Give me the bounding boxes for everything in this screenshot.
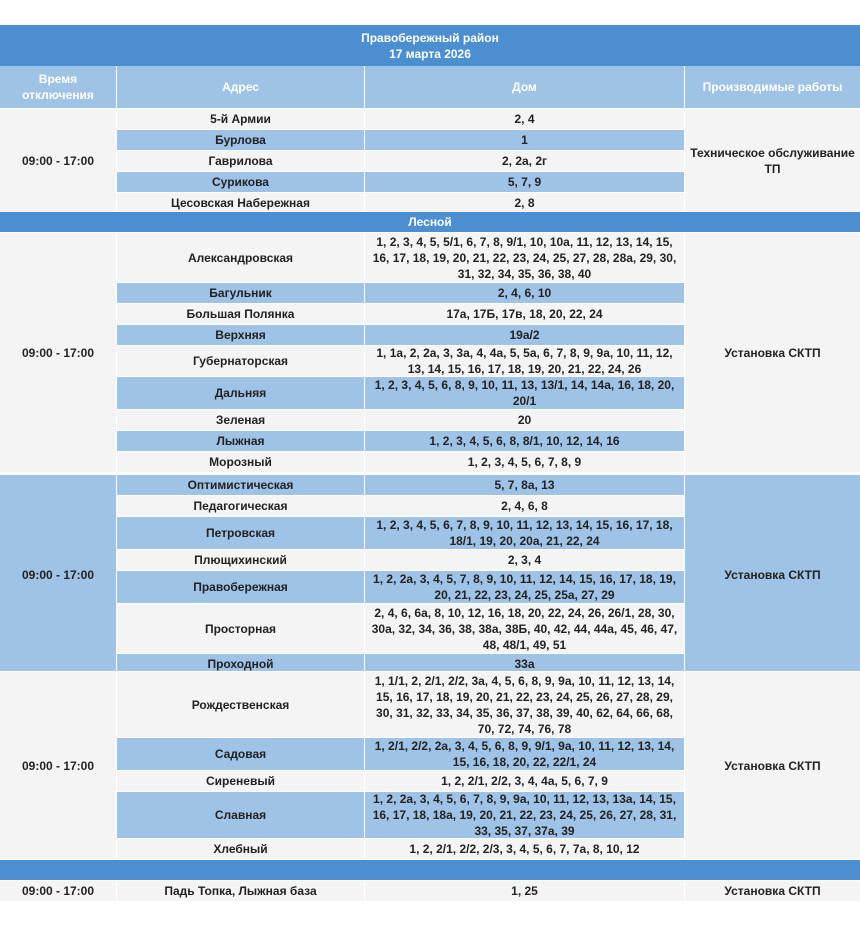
section-header (0, 860, 860, 880)
house-numbers: 2, 8 (364, 192, 684, 213)
street-name: Морозный (116, 451, 364, 472)
house-numbers: 1, 2, 2а, 3, 4, 5, 7, 8, 9, 10, 11, 12, 14, 15, 16, 17, 18, 19, 20, 21, 22, 23, 24, 25, 25а, 27, 29 (364, 570, 684, 603)
street-name: Большая Полянка (116, 303, 364, 324)
house-numbers: 1, 2, 3, 4, 5, 6, 8, 8/1, 10, 12, 14, 16 (364, 430, 684, 451)
street-name: Рождественская (116, 671, 364, 737)
work-description: Установка СКТП (684, 671, 860, 859)
street-name: Сурикова (116, 171, 364, 192)
outage-time: 09:00 - 17:00 (0, 232, 116, 472)
work-description: Техническое обслуживание ТП (684, 108, 860, 213)
street-name: Лыжная (116, 430, 364, 451)
street-name: Проходной (116, 653, 364, 674)
street-name: Хлебный (116, 838, 364, 859)
street-name: Губернаторская (116, 345, 364, 376)
house-numbers: 2, 3, 4 (364, 549, 684, 570)
work-description: Установка СКТП (684, 232, 860, 472)
outage-time: 09:00 - 17:00 (0, 474, 116, 674)
street-name: Гаврилова (116, 150, 364, 171)
street-name: Просторная (116, 603, 364, 653)
house-numbers: 1, 2/1, 2/2, 2а, 3, 4, 5, 6, 8, 9, 9/1, 9а, 10, 11, 12, 13, 14, 15, 16, 18, 20, 22, 22/1, 24 (364, 737, 684, 770)
outage-time: 09:00 - 17:00 (0, 108, 116, 213)
house-numbers: 1, 2, 3, 4, 5, 5/1, 6, 7, 8, 9/1, 10, 10а, 11, 12, 13, 14, 15, 16, 17, 18, 19, 20, 21, 22, 23, 24, 25, 27, 28, 28а, 29, 30, 31, 32, 34, 35, 36, 38, 40 (364, 232, 684, 282)
house-numbers: 1, 1/1, 2, 2/1, 2/2, 3а, 4, 5, 6, 8, 9, 9а, 10, 11, 12, 13, 14, 15, 16, 17, 18, 19, 20, 21, 22, 23, 24, 25, 26, 27, 28, 29, 30, 31, 32, 33, 34, 35, 36, 37, 38, 39, 40, 62, 64, 66, 68, 70, 72, 74, 76, 78 (364, 671, 684, 737)
house-numbers: 2, 4, 6, 10 (364, 282, 684, 303)
street-name: Педагогическая (116, 495, 364, 516)
house-numbers: 2, 4, 6, 6а, 8, 10, 12, 16, 18, 20, 22, 24, 26, 26/1, 28, 30, 30а, 32, 34, 36, 38, 38а, 38Б, 40, 42, 44, 44а, 45, 46, 47, 48, 48/1, 49, 51 (364, 603, 684, 653)
house-numbers: 5, 7, 9 (364, 171, 684, 192)
street-name: Садовая (116, 737, 364, 770)
street-name: Александровская (116, 232, 364, 282)
street-name: Славная (116, 791, 364, 838)
work-description: Установка СКТП (684, 474, 860, 674)
outage-time: 09:00 - 17:00 (0, 880, 116, 901)
outage-time: 09:00 - 17:00 (0, 671, 116, 859)
house-numbers: 2, 4, 6, 8 (364, 495, 684, 516)
house-numbers: 1, 1а, 2, 2а, 3, 3а, 4, 4а, 5, 5а, 6, 7, 8, 9, 9а, 10, 11, 12, 13, 14, 15, 16, 17, 18, 19, 20, 21, 22, 24, 26 (364, 345, 684, 376)
house-numbers: 17а, 17Б, 17в, 18, 20, 22, 24 (364, 303, 684, 324)
house-numbers: 1, 2, 3, 4, 5, 6, 8, 9, 10, 11, 13, 13/1, 14, 14а, 16, 18, 20, 20/1 (364, 376, 684, 409)
house-numbers: 2, 4 (364, 108, 684, 129)
house-numbers: 1, 2, 2/1, 2/2, 2/3, 3, 4, 5, 6, 7, 7а, 8, 10, 12 (364, 838, 684, 859)
street-name: Дальняя (116, 376, 364, 409)
street-name: Бурлова (116, 129, 364, 150)
house-numbers: 1 (364, 129, 684, 150)
house-numbers: 1, 25 (364, 880, 684, 901)
house-numbers: 1, 2, 3, 4, 5, 6, 7, 8, 9, 10, 11, 12, 13, 14, 15, 16, 17, 18, 18/1, 19, 20, 20а, 21, 22, 24 (364, 516, 684, 549)
work-description: Установка СКТП (684, 880, 860, 901)
house-numbers: 1, 2, 3, 4, 5, 6, 7, 8, 9 (364, 451, 684, 472)
table-title (0, 25, 860, 66)
house-numbers: 1, 2, 2/1, 2/2, 3, 4, 4а, 5, 6, 7, 9 (364, 770, 684, 791)
house-numbers: 1, 2, 2а, 3, 4, 5, 6, 7, 8, 9, 9а, 10, 11, 12, 13, 13а, 14, 15, 16, 17, 18, 18а, 19, 20, 21, 22, 23, 24, 25, 26, 27, 28, 31, 33, 35, 37, 37а, 39 (364, 791, 684, 838)
street-name: Цесовская Набережная (116, 192, 364, 213)
column-header-time: Время отключения (0, 66, 116, 108)
street-name: Плющихинский (116, 549, 364, 570)
street-name: Оптимистическая (116, 474, 364, 495)
house-numbers: 33а (364, 653, 684, 674)
column-header-work: Производимые работы (684, 66, 860, 108)
district-name: Правобережный район (361, 30, 499, 45)
street-name: Петровская (116, 516, 364, 549)
street-name: Верхняя (116, 324, 364, 345)
street-name: 5-й Армии (116, 108, 364, 129)
street-name: Правобережная (116, 570, 364, 603)
street-name: Зеленая (116, 409, 364, 430)
house-numbers: 5, 7, 8а, 13 (364, 474, 684, 495)
street-name: Сиреневый (116, 770, 364, 791)
house-numbers: 20 (364, 409, 684, 430)
house-numbers: 2, 2а, 2г (364, 150, 684, 171)
column-header-house: Дом (364, 66, 684, 108)
house-numbers: 19а/2 (364, 324, 684, 345)
section-header: Лесной (0, 212, 860, 232)
street-name: Багульник (116, 282, 364, 303)
outage-date: 17 марта 2026 (389, 46, 471, 61)
street-name: Падь Топка, Лыжная база (116, 880, 364, 901)
column-header-address: Адрес (116, 66, 364, 108)
